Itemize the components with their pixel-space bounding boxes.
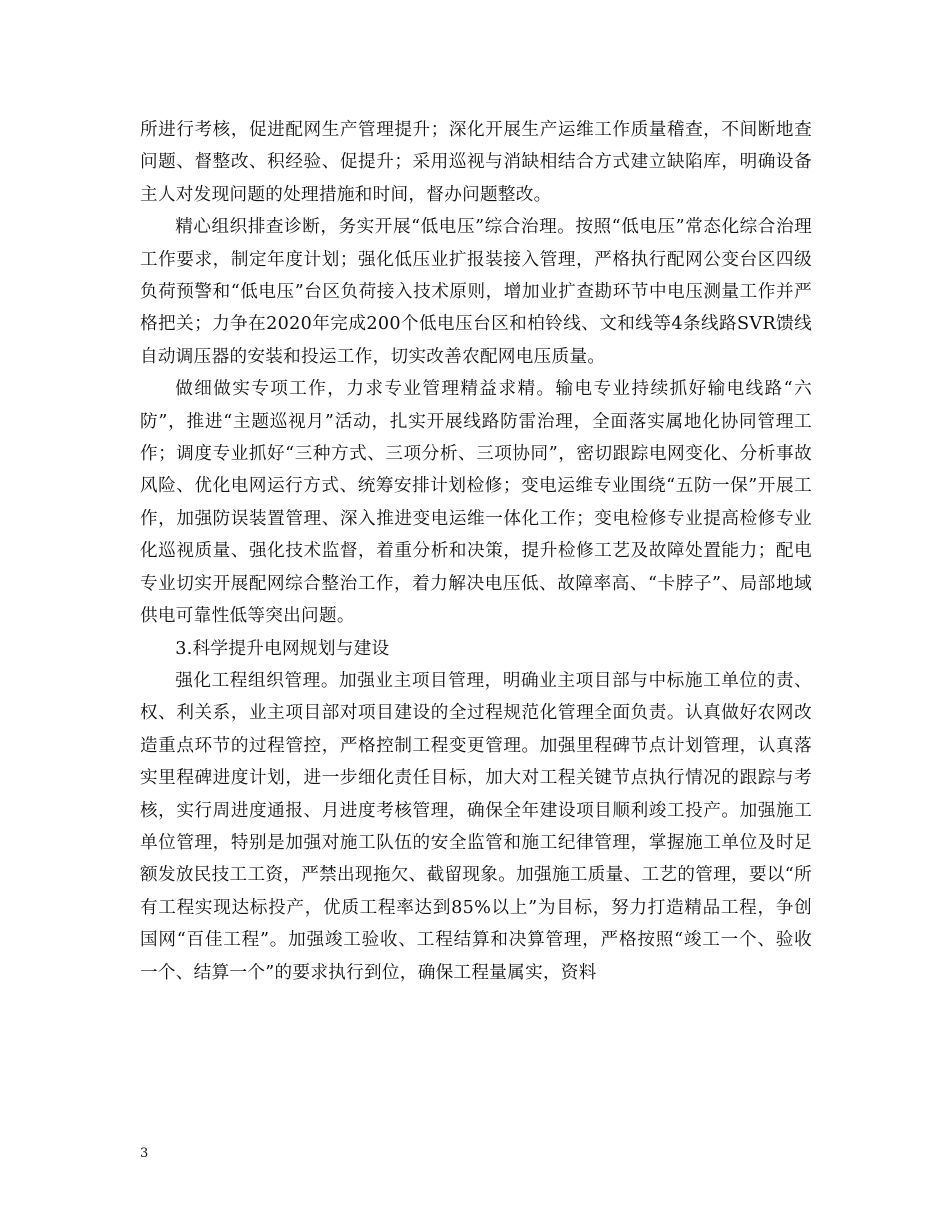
paragraph-continuation: 所进行考核，促进配网生产管理提升；深化开展生产运维工作质量稽查，不间断地查问题、督整改、积经验、促提升；采用巡视与消缺相结合方式建立缺陷库，明确设备主人对发现问题的处理措施和时间，督办问题整改。 — [140, 120, 812, 205]
paragraph-low-voltage: 精心组织排查诊断，务实开展“低电压”综合治理。按照“低电压”常态化综合治理工作要求，制定年度计划；强化低压业扩报装接入管理，严格执行配网公变台区四级负荷预警和“低电压”台区负荷接入技术原则，增加业扩查勘环节中电压测量工作并严格把关；力争在2020年完成200个低电压台区和柏铃线、文和线等4条线路SVR馈线自动调压器的安装和投运工作，切实改善农配网电压质量。 — [140, 217, 812, 367]
page-number: 3 — [140, 1146, 149, 1161]
paragraph-special-work: 做细做实专项工作，力求专业管理精益求精。输电专业持续抓好输电线路“六防”，推进“主题巡视月”活动，扎实开展线路防雷治理，全面落实属地化协同管理工作；调度专业抓好“三种方式、三项分析、三项协同”，密切跟踪电网变化、分析事故风险、优化电网运行方式、统筹安排计划检修；变电运维专业围绕“五防一保”开展工作，加强防误装置管理、深入推进变电运维一体化工作；变电检修专业提高检修专业化巡视质量、强化技术监督，着重分析和决策，提升检修工艺及故障处置能力；配电专业切实开展配网综合整治工作，着力解决电压低、故障率高、“卡脖子”、局部地域供电可靠性低等突出问题。 — [140, 379, 812, 627]
document-page — [140, 114, 812, 989]
paragraph-project-management: 强化工程组织管理。加强业主项目管理，明确业主项目部与中标施工单位的责、权、利关系，业主项目部对项目建设的全过程规范化管理全面负责。认真做好农网改造重点环节的过程管控，严格控制工程变更管理。加强里程碑节点计划管理，认真落实里程碑进度计划，进一步细化责任目标，加大对工程关键节点执行情况的跟踪与考核，实行周进度通报、月进度考核管理，确保全年建设项目顺利竣工投产。加强施工单位管理，特别是加强对施工队伍的安全监管和施工纪律管理，掌握施工单位及时足额发放民技工工资，严禁出现拖欠、截留现象。加强施工质量、工艺的管理，要以“所有工程实现达标投产，优质工程率达到85%以上”为目标，努力打造精品工程，争创国网“百佳工程”。加强竣工验收、工程结算和决算管理，严格按照“竣工一个、验收一个、结算一个”的要求执行到位，确保工程量属实，资料 — [140, 670, 812, 983]
section-heading: 3.科学提升电网规划与建设 — [175, 638, 390, 659]
